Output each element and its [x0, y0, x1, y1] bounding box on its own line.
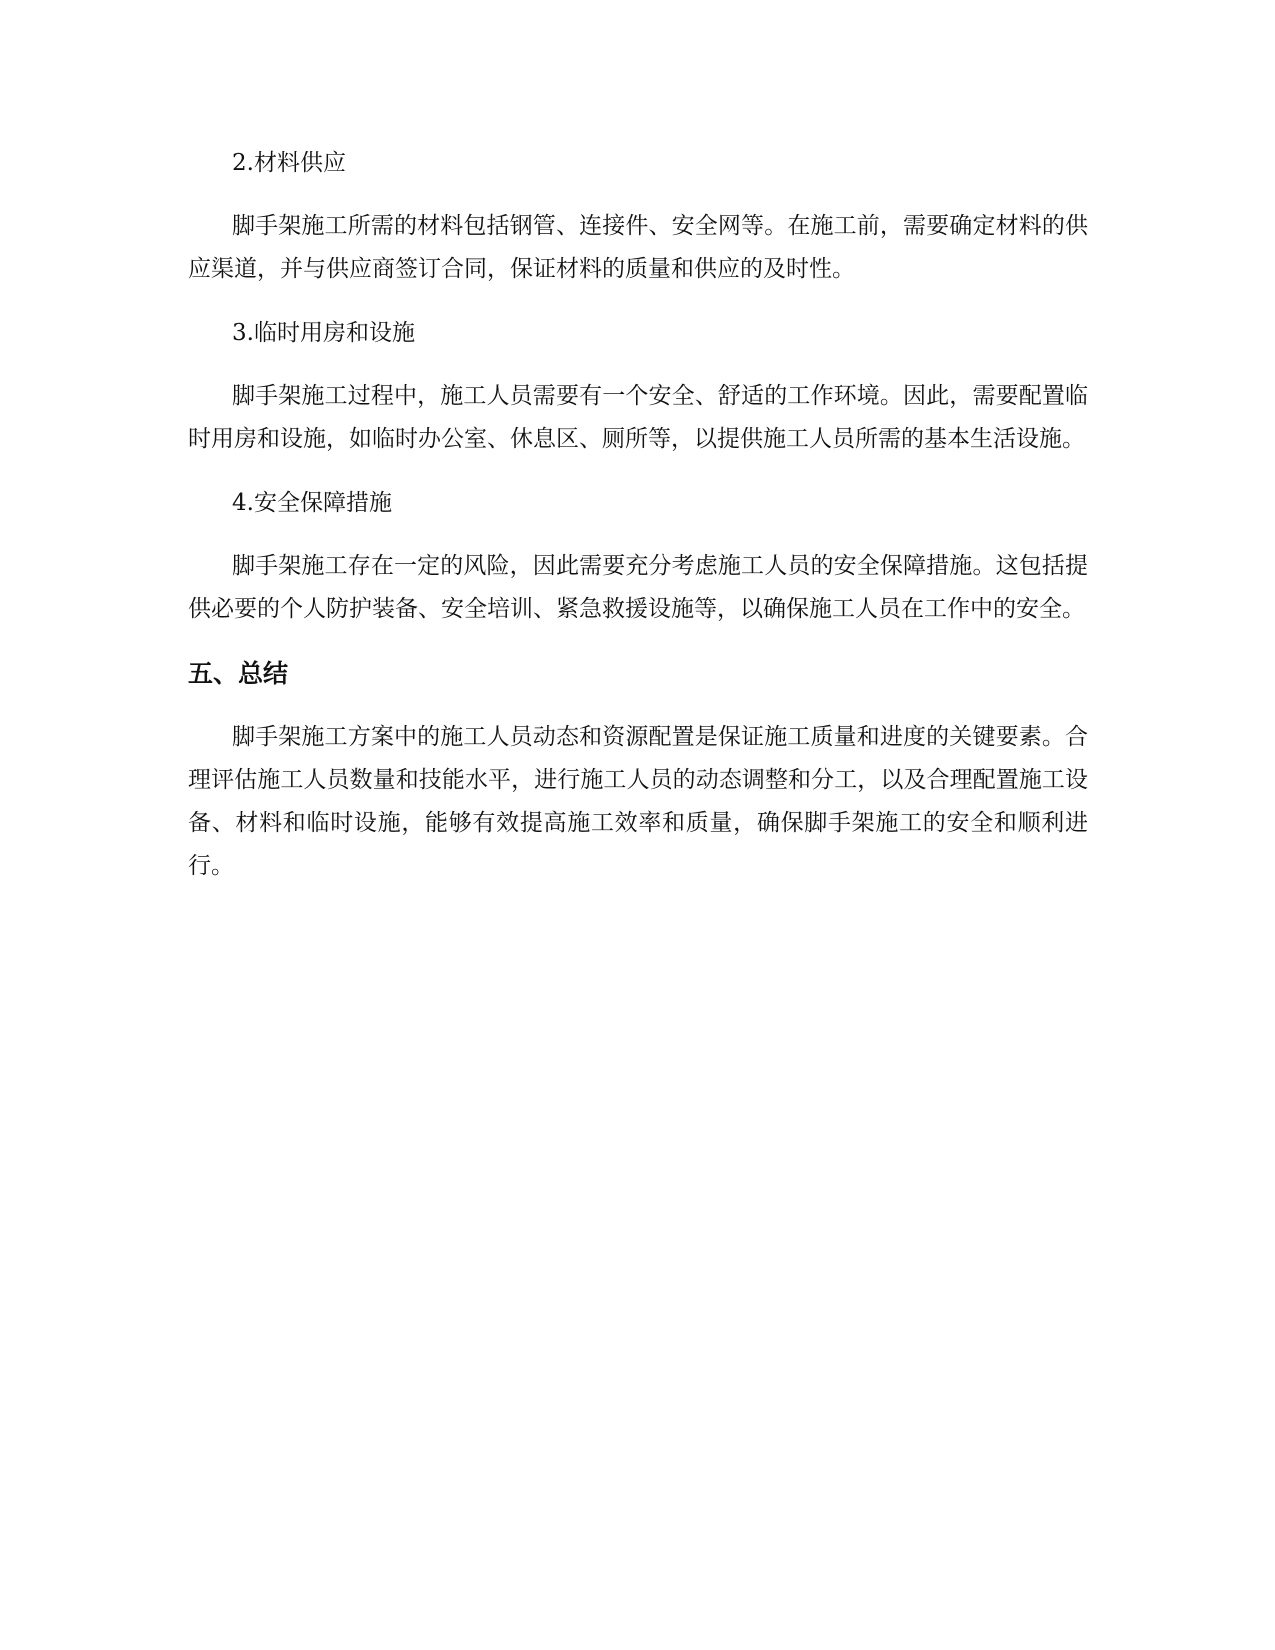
- subheading-safety-measures: 4.安全保障措施: [232, 490, 392, 516]
- paragraph-temporary-facilities: 脚手架施工过程中，施工人员需要有一个安全、舒适的工作环境。因此，需要配置临时用房和设施，如临时办公室、休息区、厕所等，以提供施工人员所需的基本生活设施。: [188, 383, 1088, 452]
- paragraph-summary: 脚手架施工方案中的施工人员动态和资源配置是保证施工质量和进度的关键要素。合理评估施工人员数量和技能水平，进行施工人员的动态调整和分工，以及合理配置施工设备、材料和临时设施，能够有效提高施工效率和质量，确保脚手架施工的安全和顺利进行。: [188, 724, 1088, 879]
- document-body: [188, 142, 1088, 909]
- paragraph-material-supply: 脚手架施工所需的材料包括钢管、连接件、安全网等。在施工前，需要确定材料的供应渠道，并与供应商签订合同，保证材料的质量和供应的及时性。: [188, 213, 1088, 282]
- section-title-summary: 五、总结: [188, 659, 289, 688]
- subheading-material-supply: 2.材料供应: [232, 150, 346, 176]
- subheading-temporary-facilities: 3.临时用房和设施: [232, 320, 415, 346]
- paragraph-safety-measures: 脚手架施工存在一定的风险，因此需要充分考虑施工人员的安全保障措施。这包括提供必要的个人防护装备、安全培训、紧急救援设施等，以确保施工人员在工作中的安全。: [188, 553, 1088, 622]
